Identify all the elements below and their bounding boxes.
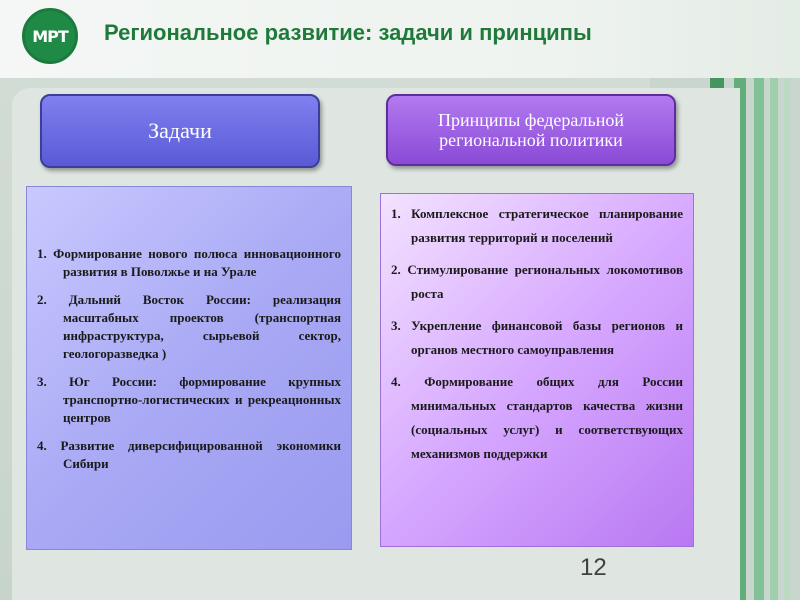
page-number: 12 [580, 554, 607, 581]
tasks-list [26, 186, 352, 550]
stripe [770, 0, 778, 600]
list-item: 1. Формирование нового полюса инновационного развития в Поволжье и на Урале [37, 246, 341, 279]
stripe [754, 0, 764, 600]
principles-header: Принципы федеральной региональной политики [386, 94, 676, 166]
tasks-header: Задачи [40, 94, 320, 168]
list-item: 3. Юг России: формирование крупных транспортно-логистических и рекреационных центров [37, 374, 341, 425]
stripe [784, 0, 790, 600]
page-title: Региональное развитие: задачи и принципы [104, 20, 592, 45]
list-item: 2. Дальний Восток России: реализация масштабных проектов (транспортная инфраструктура, сырьевой сектор, геологоразведка ) [37, 292, 341, 361]
logo-text: МРТ [32, 26, 68, 46]
logo [22, 8, 78, 64]
principles-list [380, 193, 694, 547]
list-item: 4. Формирование общих для России минимальных стандартов качества жизни (социальных услуг) и соответствующих механизмов поддержки [391, 374, 683, 461]
list-item: 4. Развитие диверсифицированной экономики Сибири [37, 438, 341, 471]
list-item: 1. Комплексное стратегическое планирование развития территорий и поселений [391, 206, 683, 245]
list-item: 3. Укрепление финансовой базы регионов и органов местного самоуправления [391, 318, 683, 357]
list-item: 2. Стимулирование региональных локомотивов роста [391, 262, 683, 301]
